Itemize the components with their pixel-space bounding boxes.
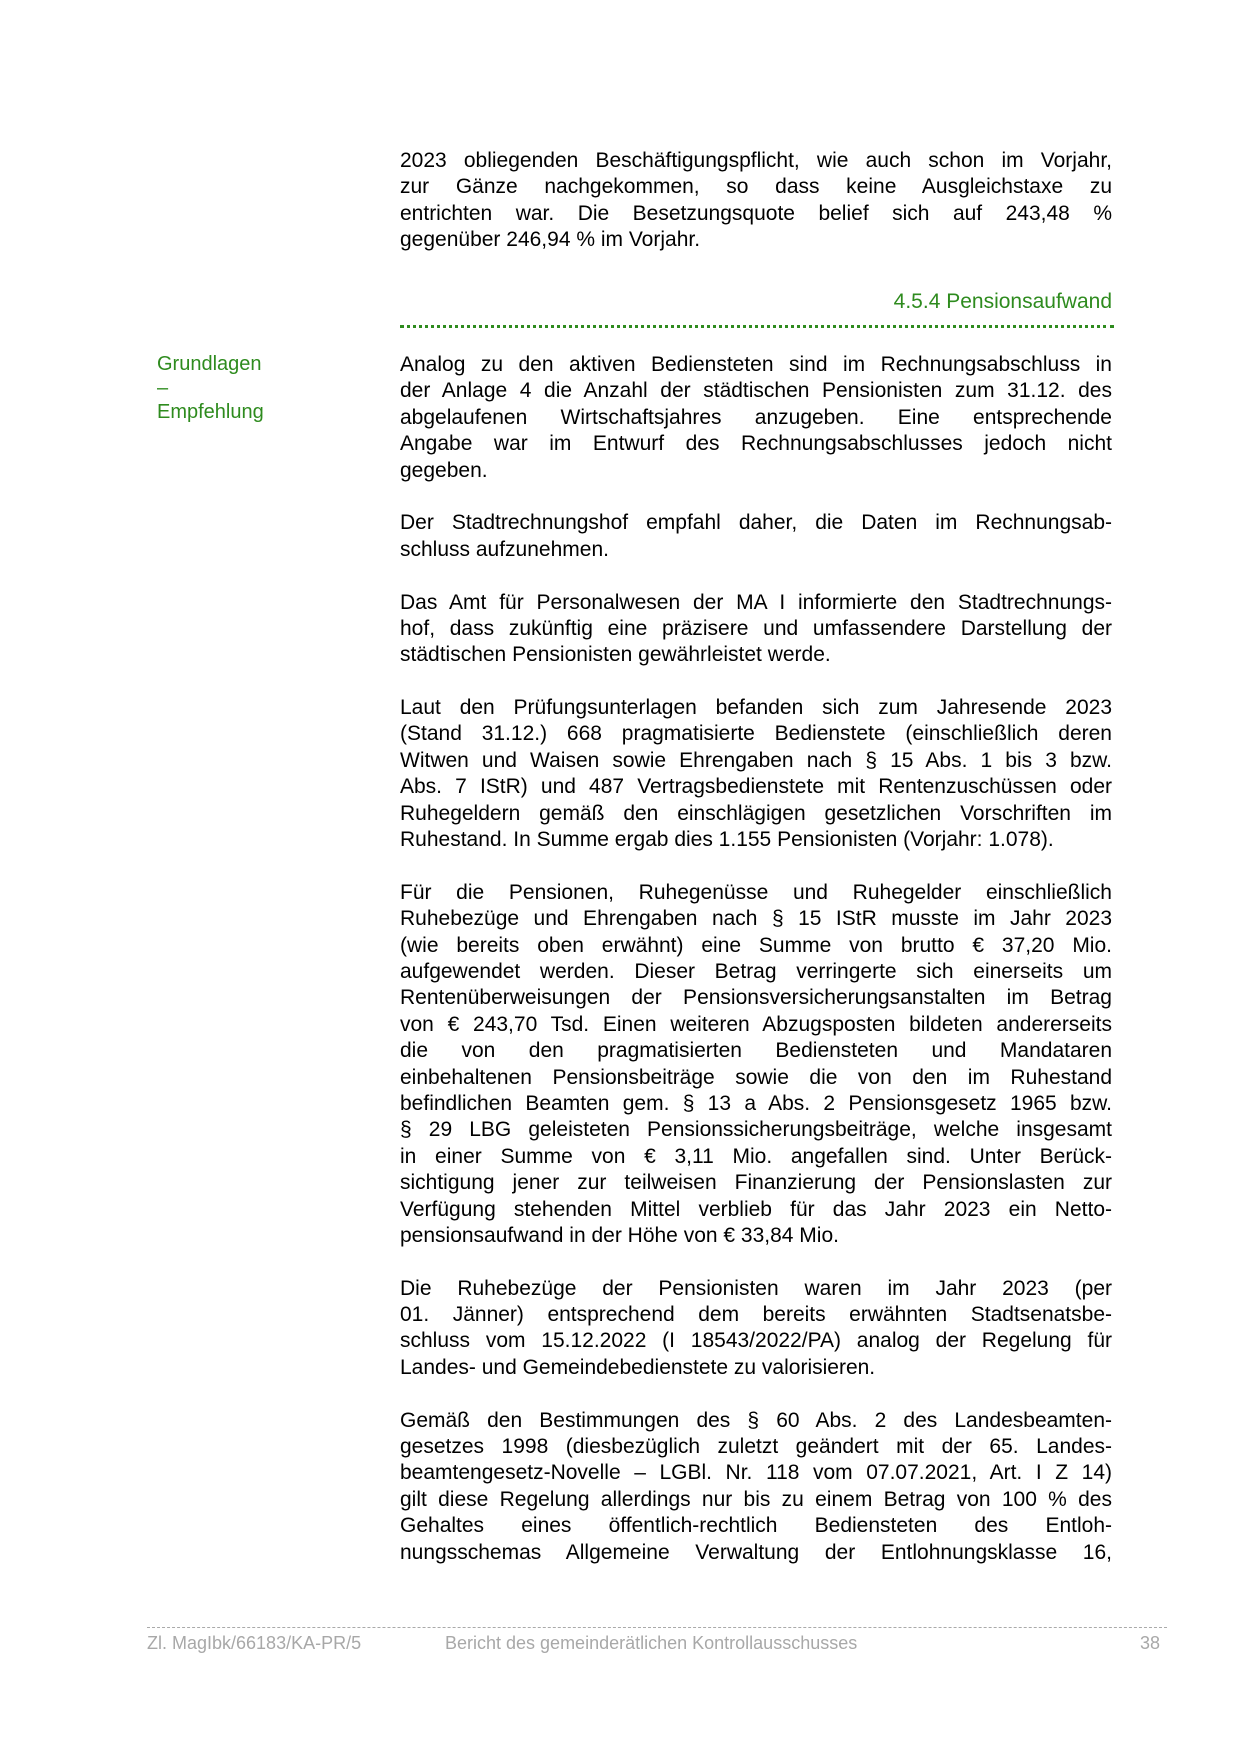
margin-note-line: Grundlagen [157, 353, 262, 375]
text-line: befindlichen Beamten gem. § 13 a Abs. 2 Pensionsgesetz 1965 bzw. [400, 1091, 1112, 1115]
margin-note-line: Empfehlung [157, 401, 264, 423]
text-line: der Anlage 4 die Anzahl der städtischen Pensionisten zum 31.12. des [400, 379, 1112, 403]
text-line: pensionsaufwand in der Höhe von € 33,84 Mio. [400, 1223, 839, 1247]
heading-dotted-rule [400, 325, 1114, 328]
footer-title: Bericht des gemeinderätlichen Kontrollausschusses [445, 1633, 858, 1653]
text-line: Landes- und Gemeindebedienstete zu valorisieren. [400, 1355, 876, 1379]
text-line: einbehaltenen Pensionsbeiträge sowie die von den im Ruhestand [400, 1065, 1112, 1089]
text-line: gegenüber 246,94 % im Vorjahr. [400, 228, 701, 252]
text-line: beamtengesetz-Novelle – LGBl. Nr. 118 vom 07.07.2021, Art. I Z 14) [400, 1461, 1112, 1485]
text-line: Die Ruhebezüge der Pensionisten waren im Jahr 2023 (per [400, 1276, 1112, 1300]
text-line: die von den pragmatisierten Bediensteten und Mandataren [400, 1039, 1112, 1063]
text-line: gegeben. [400, 458, 488, 482]
margin-note [157, 352, 264, 424]
text-line: Abs. 7 IStR) und 487 Vertragsbedienstete mit Rentenzuschüssen oder [400, 775, 1112, 799]
text-line: (Stand 31.12.) 668 pragmatisierte Bedienstete (einschließlich deren [400, 722, 1112, 746]
text-line: sichtigung jener zur teilweisen Finanzierung der Pensionslasten zur [400, 1171, 1112, 1195]
text-line: Angabe war im Entwurf des Rechnungsabschlusses jedoch nicht [400, 432, 1112, 456]
text-line: Gemäß den Bestimmungen des § 60 Abs. 2 des Landesbeamten- [400, 1408, 1112, 1432]
paragraph [400, 695, 1112, 853]
text-line: gilt diese Regelung allerdings nur bis zu einem Betrag von 100 % des [400, 1487, 1112, 1511]
paragraph [400, 880, 1112, 1249]
text-line: 01. Jänner) entsprechend dem bereits erwähnten Stadtsenatsbe- [400, 1303, 1112, 1327]
intro-paragraph [400, 148, 1112, 254]
paragraph [400, 1408, 1112, 1566]
paragraph [400, 1276, 1112, 1382]
text-line: schluss vom 15.12.2022 (I 18543/2022/PA) analog der Regelung für [400, 1329, 1112, 1353]
text-line: abgelaufenen Wirtschaftsjahres anzugeben. Eine entsprechende [400, 405, 1112, 429]
text-line: (wie bereits oben erwähnt) eine Summe von brutto € 37,20 Mio. [400, 933, 1112, 957]
text-line: Ruhestand. In Summe ergab dies 1.155 Pensionisten (Vorjahr: 1.078). [400, 828, 1054, 852]
text-line: Analog zu den aktiven Bediensteten sind im Rechnungsabschluss in [400, 353, 1112, 376]
text-line: 2023 obliegenden Beschäftigungspflicht, wie auch schon im Vorjahr, [400, 149, 1112, 172]
text-line: schluss aufzunehmen. [400, 537, 609, 561]
text-line: Witwen und Waisen sowie Ehrengaben nach § 15 Abs. 1 bis 3 bzw. [400, 748, 1112, 772]
text-line: Gehaltes eines öffentlich-rechtlich Bediensteten des Entloh- [400, 1514, 1112, 1538]
text-line: entrichten war. Die Besetzungsquote belief sich auf 243,48 % [400, 201, 1112, 225]
section-heading: 4.5.4 Pensionsaufwand [893, 290, 1112, 313]
footer-dashed-rule [147, 1627, 1167, 1628]
paragraph [400, 510, 1112, 563]
text-line: von € 243,70 Tsd. Einen weiteren Abzugsposten bildeten andererseits [400, 1012, 1112, 1036]
text-line: Für die Pensionen, Ruhegenüsse und Ruhegelder einschließlich [400, 880, 1112, 904]
text-line: städtischen Pensionisten gewährleistet werde. [400, 643, 831, 667]
paragraph [400, 590, 1112, 669]
paragraph [400, 352, 1112, 484]
text-line: Das Amt für Personalwesen der MA I informierte den Stadtrechnungs- [400, 590, 1112, 614]
text-line: Laut den Prüfungsunterlagen befanden sich zum Jahresende 2023 [400, 696, 1112, 720]
text-line: Rentenüberweisungen der Pensionsversicherungsanstalten im Betrag [400, 986, 1112, 1010]
text-line: Ruhebezüge und Ehrengaben nach § 15 IStR musste im Jahr 2023 [400, 907, 1112, 931]
text-line: nungsschemas Allgemeine Verwaltung der Entlohnungsklasse 16, [400, 1540, 1112, 1564]
footer-reference: Zl. MagIbk/66183/KA-PR/5 [147, 1633, 362, 1653]
text-line: zur Gänze nachgekommen, so dass keine Ausgleichstaxe zu [400, 175, 1112, 199]
text-line: gesetzes 1998 (diesbezüglich zuletzt geändert mit der 65. Landes- [400, 1435, 1112, 1459]
text-line: § 29 LBG geleisteten Pensionssicherungsbeiträge, welche insgesamt [400, 1118, 1112, 1142]
text-line: Verfügung stehenden Mittel verblieb für das Jahr 2023 ein Netto- [400, 1197, 1112, 1221]
text-line: hof, dass zukünftig eine präzisere und umfassendere Darstellung der [400, 616, 1112, 640]
text-line: Der Stadtrechnungshof empfahl daher, die Daten im Rechnungsab- [400, 511, 1112, 535]
text-line: Ruhegeldern gemäß den einschlägigen gesetzlichen Vorschriften im [400, 801, 1112, 825]
margin-note-line: – [157, 377, 169, 399]
main-text [400, 352, 1112, 1592]
text-line: in einer Summe von € 3,11 Mio. angefallen sind. Unter Berück- [400, 1144, 1112, 1168]
text-line: aufgewendet werden. Dieser Betrag verringerte sich einerseits um [400, 959, 1112, 983]
page-number: 38 [1139, 1633, 1160, 1653]
